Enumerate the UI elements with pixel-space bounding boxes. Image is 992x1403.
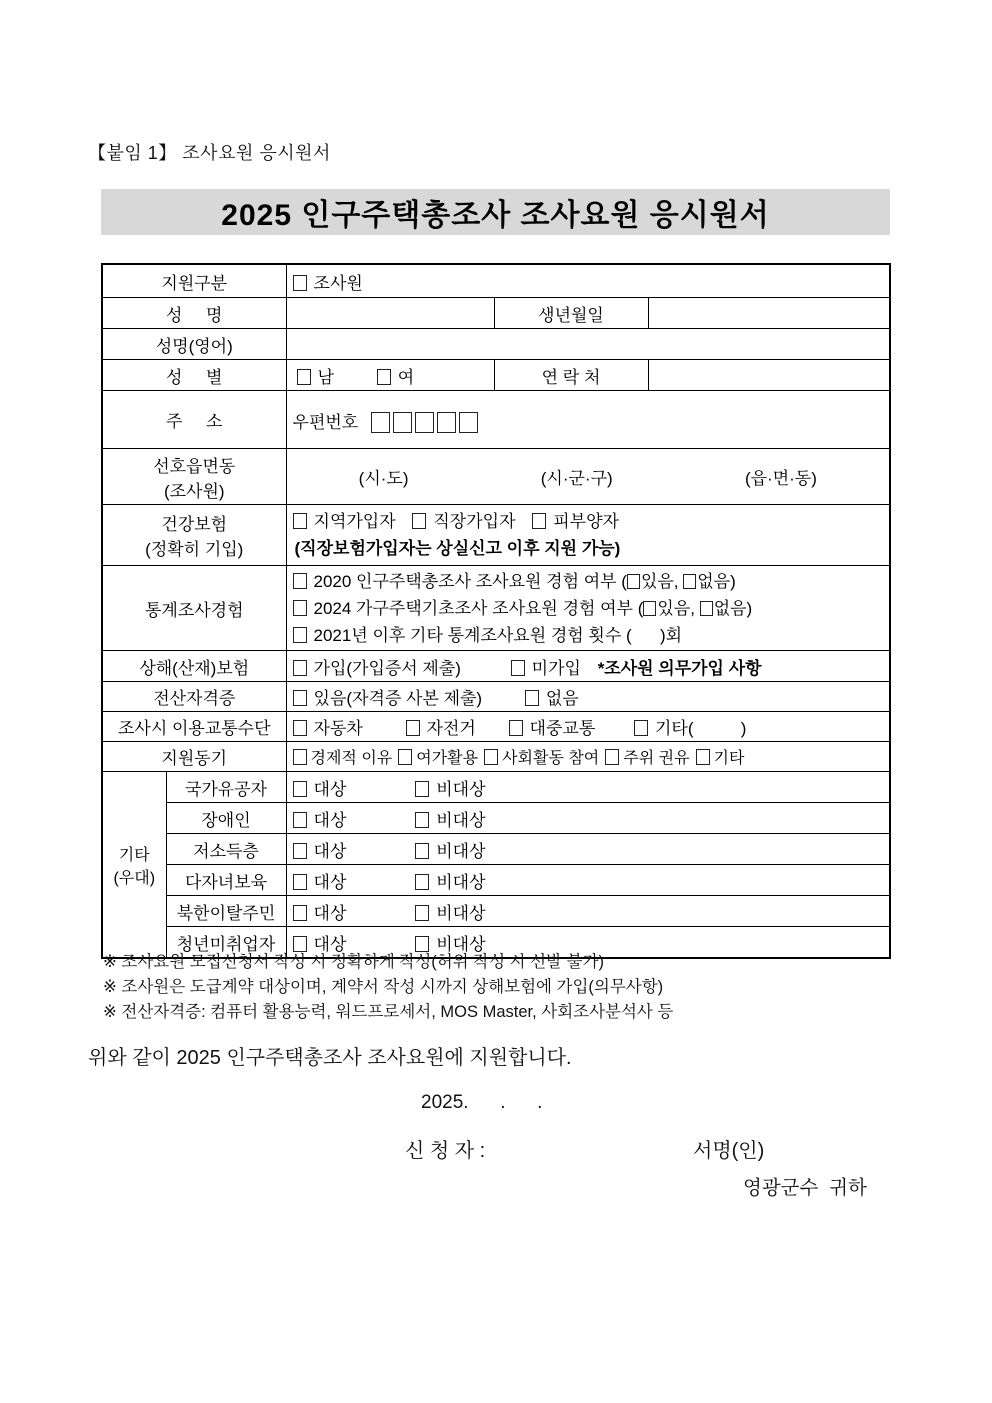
form-title-bar bbox=[101, 189, 890, 235]
postal-boxes bbox=[371, 413, 481, 432]
exp-2020-yes-checkbox[interactable] bbox=[627, 574, 640, 589]
exp-2024-no-label: 없음) bbox=[713, 598, 753, 618]
defector-cell bbox=[286, 896, 890, 927]
address-label: 주 소 bbox=[102, 391, 286, 449]
eupmyeondong-placeholder: (읍·면·동) bbox=[744, 469, 817, 488]
health-insurance-label-line2: (정확히 기입) bbox=[145, 540, 244, 559]
footnotes bbox=[103, 950, 673, 1025]
workplace-subscriber-checkbox[interactable] bbox=[412, 513, 426, 529]
date-line[interactable]: 2025. . . bbox=[421, 1092, 543, 1113]
footnote-1: ※ 조사요원 모집신청서 작성 시 정확하게 작성(허위 작성 시 선발 불가) bbox=[103, 953, 605, 971]
surveyor-checkbox[interactable] bbox=[293, 275, 307, 291]
female-checkbox[interactable] bbox=[377, 369, 391, 385]
name-english-input-cell[interactable] bbox=[286, 329, 890, 360]
preferred-area-label-line2: (조사원) bbox=[163, 481, 225, 501]
row-preference-defector bbox=[102, 896, 890, 927]
car-label: 자동차 bbox=[313, 719, 363, 738]
bicycle-label: 자전거 bbox=[426, 719, 476, 738]
postal-code-label: 우편번호 bbox=[292, 413, 359, 432]
name-label: 성 명 bbox=[102, 298, 286, 329]
lowincome-target-checkbox[interactable] bbox=[293, 843, 307, 859]
multichild-nontarget-checkbox[interactable] bbox=[415, 874, 429, 890]
public-transit-label: 대중교통 bbox=[529, 719, 596, 738]
disabled-target-checkbox[interactable] bbox=[293, 812, 307, 828]
birthdate-input-cell[interactable] bbox=[648, 298, 890, 329]
exp-2020-text: 2020 인구주택총조사 조사요원 경험 여부 ( bbox=[313, 571, 627, 591]
gender-label: 성 별 bbox=[102, 360, 286, 391]
survey-experience-label: 통계조사경험 bbox=[102, 566, 286, 651]
lowincome-nontarget-label: 비대상 bbox=[436, 841, 486, 861]
preferred-area-label-line1: 선호읍면동 bbox=[153, 456, 236, 476]
cert-yes-checkbox[interactable] bbox=[293, 690, 307, 706]
regional-subscriber-checkbox[interactable] bbox=[293, 513, 307, 529]
defector-target-checkbox[interactable] bbox=[293, 905, 307, 921]
injury-nojoin-checkbox[interactable] bbox=[511, 660, 525, 676]
recipient-label: 영광군수 귀하 bbox=[743, 1177, 867, 1199]
computer-certificate-cell bbox=[286, 682, 890, 712]
health-insurance-note: (직장보험가입자는 상실신고 이후 지원 가능) bbox=[294, 539, 621, 558]
health-insurance-cell bbox=[286, 505, 890, 566]
veteran-nontarget-checkbox[interactable] bbox=[415, 781, 429, 797]
etc-label-line1: 기타 bbox=[118, 846, 150, 864]
footnote-2: ※ 조사원은 도급계약 대상이며, 계약서 작성 시까지 상해보험에 가입(의무사항) bbox=[103, 978, 664, 996]
row-survey-experience bbox=[102, 566, 890, 651]
lowincome-nontarget-checkbox[interactable] bbox=[415, 843, 429, 859]
motive-economic-checkbox[interactable] bbox=[293, 749, 307, 765]
row-preferred-area bbox=[102, 449, 890, 505]
male-option-label: 남 bbox=[317, 367, 334, 387]
exp-2024-yes-checkbox[interactable] bbox=[643, 601, 656, 616]
youth-label: 청년미취업자 bbox=[166, 927, 286, 959]
injury-mandatory-note: *조사원 의무가입 사항 bbox=[597, 658, 762, 678]
exp-other-text: 2021년 이후 기타 통계조사요원 경험 횟수 ( )회 bbox=[313, 625, 683, 645]
postal-box-5[interactable] bbox=[459, 412, 478, 433]
youth-target-label: 대상 bbox=[313, 934, 347, 954]
veteran-nontarget-label: 비대상 bbox=[436, 779, 486, 799]
exp-2020-no-label: 없음) bbox=[697, 571, 736, 591]
row-transport bbox=[102, 712, 890, 742]
computer-certificate-label: 전산자격증 bbox=[102, 682, 286, 712]
exp-2024-no-checkbox[interactable] bbox=[700, 601, 713, 616]
health-insurance-label bbox=[102, 505, 286, 566]
cert-no-label: 없음 bbox=[545, 689, 579, 708]
bicycle-checkbox[interactable] bbox=[406, 720, 420, 736]
veteran-target-label: 대상 bbox=[313, 779, 347, 799]
motive-economic-label: 경제적 이유 bbox=[310, 750, 393, 767]
multichild-nontarget-label: 비대상 bbox=[436, 872, 486, 892]
female-option-label: 여 bbox=[397, 367, 415, 387]
row-preference-disabled bbox=[102, 803, 890, 834]
form-title: 2025 인구주택총조사 조사요원 응시원서 bbox=[221, 199, 770, 232]
row-name bbox=[102, 298, 890, 329]
public-transit-checkbox[interactable] bbox=[509, 720, 523, 736]
youth-nontarget-label: 비대상 bbox=[436, 934, 486, 954]
cert-yes-label: 있음(자격증 사본 제출) bbox=[313, 689, 483, 708]
transport-other-label: 기타( ) bbox=[654, 719, 747, 738]
exp-2020-checkbox[interactable] bbox=[293, 573, 307, 589]
row-computer-certificate bbox=[102, 682, 890, 712]
motive-social-label: 사회활동 참여 bbox=[502, 750, 600, 767]
disabled-nontarget-checkbox[interactable] bbox=[415, 812, 429, 828]
applicant-signature-line bbox=[0, 1134, 992, 1162]
defector-nontarget-checkbox[interactable] bbox=[415, 905, 429, 921]
row-preference-veteran bbox=[102, 772, 890, 803]
footnote-3: ※ 전산자격증: 컴퓨터 활용능력, 워드프로세서, MOS Master, 사회조사분석사 등 bbox=[103, 1003, 674, 1021]
motive-other-checkbox[interactable] bbox=[696, 749, 710, 765]
sigungu-placeholder: (시·군·구) bbox=[540, 469, 613, 488]
motive-recommend-checkbox[interactable] bbox=[605, 749, 619, 765]
address-input-cell[interactable] bbox=[286, 391, 890, 449]
injury-join-label: 가입(가입증서 제출) bbox=[313, 658, 461, 678]
injury-join-checkbox[interactable] bbox=[293, 660, 307, 676]
postal-box-1[interactable] bbox=[371, 412, 390, 433]
motive-leisure-checkbox[interactable] bbox=[398, 749, 412, 765]
postal-box-3[interactable] bbox=[415, 412, 434, 433]
multichild-target-checkbox[interactable] bbox=[293, 874, 307, 890]
transport-cell bbox=[286, 712, 890, 742]
motive-leisure-label: 여가활용 bbox=[416, 750, 479, 767]
health-insurance-label-line1: 건강보험 bbox=[161, 515, 228, 534]
exp-2020-no-checkbox[interactable] bbox=[683, 574, 696, 589]
gender-cell bbox=[286, 360, 494, 391]
application-form-table bbox=[101, 263, 891, 959]
row-motive bbox=[102, 742, 890, 772]
row-address bbox=[102, 391, 890, 449]
name-input-cell[interactable] bbox=[286, 298, 494, 329]
exp-other-checkbox[interactable] bbox=[293, 627, 307, 643]
declaration-sentence: 위와 같이 2025 인구주택총조사 조사요원에 지원합니다. bbox=[88, 1047, 572, 1069]
injury-insurance-cell bbox=[286, 651, 890, 682]
disabled-target-label: 대상 bbox=[313, 810, 347, 830]
lowincome-label: 저소득층 bbox=[166, 834, 286, 865]
motive-other-label: 기타 bbox=[713, 750, 745, 767]
birthdate-label: 생년월일 bbox=[494, 298, 648, 329]
row-name-english bbox=[102, 329, 890, 360]
motive-cell bbox=[286, 742, 890, 772]
transport-other-checkbox[interactable] bbox=[634, 720, 648, 736]
cert-no-checkbox[interactable] bbox=[525, 690, 539, 706]
dependent-label: 피부양자 bbox=[553, 512, 619, 531]
veteran-label: 국가유공자 bbox=[166, 772, 286, 803]
postal-box-2[interactable] bbox=[393, 412, 412, 433]
contact-label: 연 락 처 bbox=[494, 360, 648, 391]
contact-input-cell[interactable] bbox=[648, 360, 890, 391]
defector-target-label: 대상 bbox=[313, 903, 347, 923]
row-gender bbox=[102, 360, 890, 391]
lowincome-cell bbox=[286, 834, 890, 865]
surveyor-option-label: 조사원 bbox=[313, 273, 363, 293]
row-applicant-type bbox=[102, 264, 890, 298]
exp-2020-yes-label: 있음, bbox=[640, 571, 679, 591]
exp-2024-text: 2024 가구주택기초조사 조사요원 경험 여부 ( bbox=[313, 598, 644, 618]
multichild-label: 다자녀보육 bbox=[166, 865, 286, 896]
veteran-target-checkbox[interactable] bbox=[293, 781, 307, 797]
exp-2024-checkbox[interactable] bbox=[293, 600, 307, 616]
etc-preference-label bbox=[102, 772, 166, 959]
attachment-label: 【붙임 1】 조사요원 응시원서 bbox=[88, 143, 331, 163]
multichild-target-label: 대상 bbox=[313, 872, 347, 892]
car-checkbox[interactable] bbox=[293, 720, 307, 736]
signature-label[interactable]: 서명(인) bbox=[693, 1140, 765, 1162]
postal-box-4[interactable] bbox=[437, 412, 456, 433]
transport-label: 조사시 이용교통수단 bbox=[102, 712, 286, 742]
veteran-cell bbox=[286, 772, 890, 803]
row-preference-lowincome bbox=[102, 834, 890, 865]
motive-recommend-label: 주위 권유 bbox=[623, 750, 690, 767]
defector-nontarget-label: 비대상 bbox=[436, 903, 486, 923]
row-preference-multichild bbox=[102, 865, 890, 896]
preferred-area-label bbox=[102, 449, 286, 505]
regional-subscriber-label: 지역가입자 bbox=[313, 512, 396, 531]
motive-label: 지원동기 bbox=[102, 742, 286, 772]
male-checkbox[interactable] bbox=[297, 369, 311, 385]
lowincome-target-label: 대상 bbox=[313, 841, 347, 861]
name-english-label: 성명(영어) bbox=[102, 329, 286, 360]
injury-insurance-label: 상해(산재)보험 bbox=[102, 651, 286, 682]
disabled-nontarget-label: 비대상 bbox=[436, 810, 486, 830]
applicant-type-label: 지원구분 bbox=[102, 264, 286, 298]
applicant-type-cell bbox=[286, 264, 890, 298]
etc-label-line2: (우대) bbox=[113, 869, 156, 887]
row-injury-insurance bbox=[102, 651, 890, 682]
injury-nojoin-label: 미가입 bbox=[531, 658, 581, 678]
workplace-subscriber-label: 직장가입자 bbox=[433, 512, 516, 531]
disabled-cell bbox=[286, 803, 890, 834]
sido-placeholder: (시·도) bbox=[358, 469, 409, 488]
survey-experience-cell bbox=[286, 566, 890, 651]
preferred-area-input-cell[interactable] bbox=[286, 449, 890, 505]
defector-label: 북한이탈주민 bbox=[166, 896, 286, 927]
applicant-label: 신 청 자 : bbox=[405, 1140, 486, 1162]
disabled-label: 장애인 bbox=[166, 803, 286, 834]
dependent-checkbox[interactable] bbox=[532, 513, 546, 529]
row-health-insurance bbox=[102, 505, 890, 566]
exp-2024-yes-label: 있음, bbox=[657, 598, 695, 618]
motive-social-checkbox[interactable] bbox=[484, 749, 498, 765]
multichild-cell bbox=[286, 865, 890, 896]
